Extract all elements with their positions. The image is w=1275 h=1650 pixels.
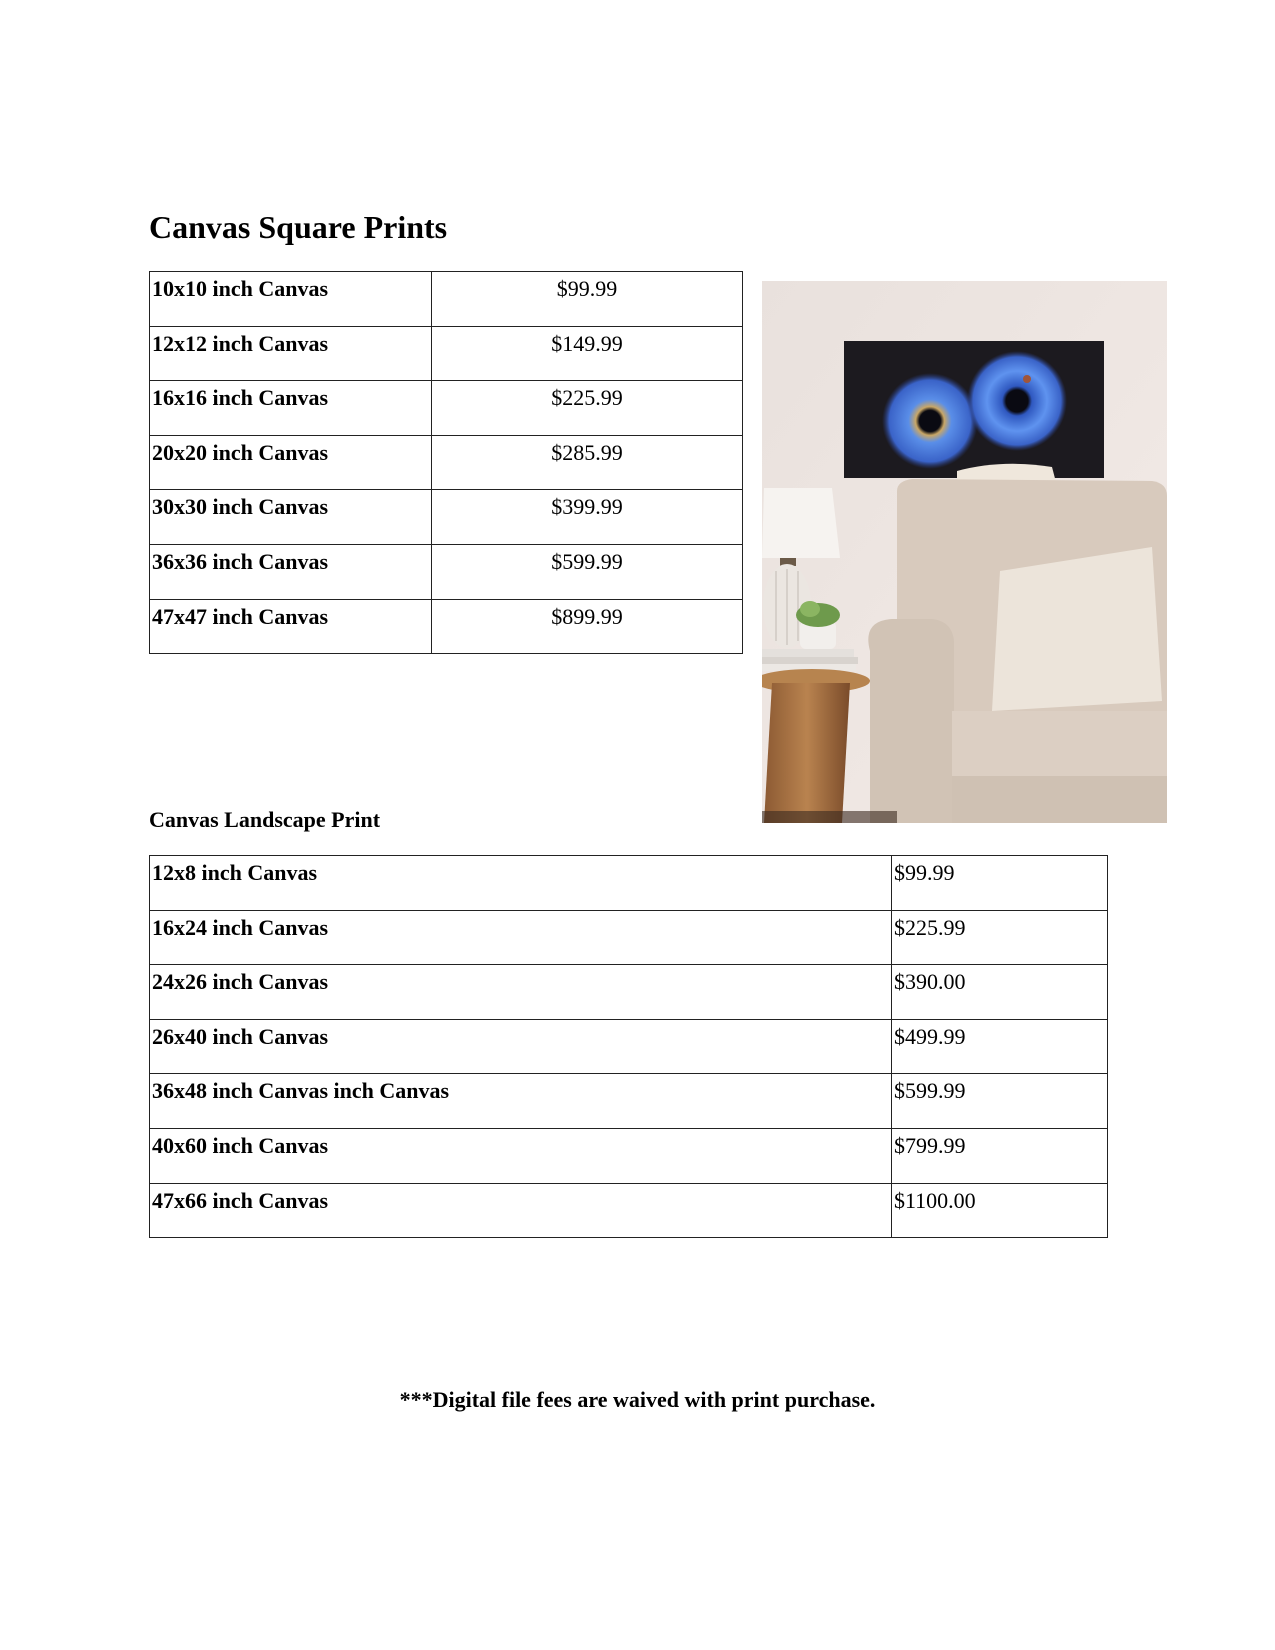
price-cell: $285.99 (432, 435, 743, 490)
price-cell: $149.99 (432, 326, 743, 381)
price-cell: $899.99 (432, 599, 743, 654)
table-row (150, 544, 743, 599)
price-cell: $1100.00 (892, 1183, 1108, 1238)
table-row (150, 1183, 1108, 1238)
price-cell: $599.99 (892, 1074, 1108, 1129)
canvas-artwork (844, 341, 1104, 478)
size-cell: 40x60 inch Canvas (150, 1128, 892, 1183)
size-cell: 36x36 inch Canvas (150, 544, 432, 599)
price-cell: $225.99 (892, 910, 1108, 965)
table-row (150, 381, 743, 436)
size-cell: 24x26 inch Canvas (150, 965, 892, 1020)
price-cell: $390.00 (892, 965, 1108, 1020)
price-cell: $99.99 (892, 856, 1108, 911)
size-cell: 16x24 inch Canvas (150, 910, 892, 965)
plant (796, 601, 840, 649)
price-cell: $399.99 (432, 490, 743, 545)
page-title: Canvas Square Prints (149, 209, 448, 245)
room-photo-illustration (762, 281, 1167, 823)
price-cell: $499.99 (892, 1019, 1108, 1074)
price-cell: $799.99 (892, 1128, 1108, 1183)
square-prints-table (149, 271, 743, 654)
table-row (150, 965, 1108, 1020)
size-cell: 20x20 inch Canvas (150, 435, 432, 490)
room-photo (762, 281, 1167, 823)
table-row (150, 326, 743, 381)
landscape-prints-table (149, 855, 1108, 1238)
price-cell: $99.99 (432, 272, 743, 327)
armchair (868, 479, 1167, 823)
table-row (150, 856, 1108, 911)
table-row (150, 272, 743, 327)
size-cell: 47x66 inch Canvas (150, 1183, 892, 1238)
price-cell: $225.99 (432, 381, 743, 436)
section-heading: Canvas Landscape Print (149, 807, 381, 832)
size-cell: 12x12 inch Canvas (150, 326, 432, 381)
size-cell: 47x47 inch Canvas (150, 599, 432, 654)
table-row (150, 435, 743, 490)
footnote: ***Digital file fees are waived with print purchase. (399, 1387, 876, 1412)
size-cell: 30x30 inch Canvas (150, 490, 432, 545)
table-row (150, 599, 743, 654)
table-row (150, 490, 743, 545)
size-cell: 36x48 inch Canvas inch Canvas (150, 1074, 892, 1129)
table-row (150, 910, 1108, 965)
table-row (150, 1019, 1108, 1074)
size-cell: 12x8 inch Canvas (150, 856, 892, 911)
size-cell: 26x40 inch Canvas (150, 1019, 892, 1074)
table-row (150, 1128, 1108, 1183)
size-cell: 10x10 inch Canvas (150, 272, 432, 327)
size-cell: 16x16 inch Canvas (150, 381, 432, 436)
table-row (150, 1074, 1108, 1129)
price-cell: $599.99 (432, 544, 743, 599)
